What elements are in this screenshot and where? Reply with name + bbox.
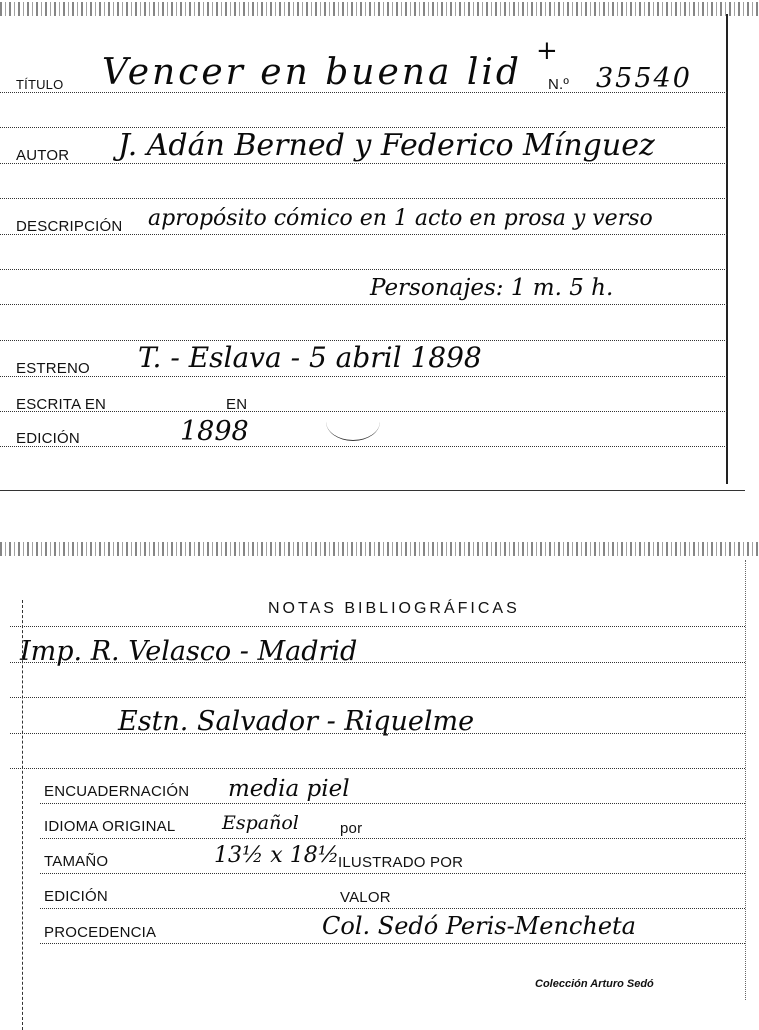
- titulo-label: TÍTULO: [16, 77, 64, 92]
- notas-title: NOTAS BIBLIOGRÁFICAS: [268, 600, 520, 617]
- descripcion-label: DESCRIPCIÓN: [16, 218, 123, 235]
- ruled-line: [40, 943, 745, 944]
- ruled-line: [0, 163, 727, 164]
- titulo-value: Vencer en buena lid: [102, 52, 522, 93]
- encuadernacion-label: ENCUADERNACIÓN: [44, 783, 190, 800]
- ruled-line: [0, 269, 727, 270]
- edicion-label: EDICIÓN: [16, 430, 80, 447]
- procedencia-label: PROCEDENCIA: [44, 924, 157, 941]
- ruled-line: [0, 446, 727, 447]
- tamano-label: TAMAÑO: [44, 853, 109, 870]
- nota-line-1: Imp. R. Velasco - Madrid: [20, 636, 358, 667]
- cross-mark: +: [536, 36, 558, 66]
- estreno-value: T. - Eslava - 5 abril 1898: [138, 341, 482, 374]
- collection-credit: Colección Arturo Sedó: [535, 978, 654, 990]
- tamano-value: 13½ x 18½: [214, 843, 340, 868]
- card-top-edge: [0, 542, 759, 556]
- estreno-label: ESTRENO: [16, 360, 90, 377]
- ruled-line: [0, 304, 727, 305]
- ruled-line: [10, 697, 745, 698]
- edicion-value: 1898: [180, 416, 249, 447]
- numero-label: N.º: [548, 76, 570, 93]
- ruled-line: [10, 768, 745, 769]
- ruled-line: [0, 376, 727, 377]
- encuadernacion-value: media piel: [228, 776, 350, 802]
- descripcion-value: apropósito cómico en 1 acto en prosa y verso: [148, 206, 653, 231]
- numero-value: 35540: [596, 63, 692, 94]
- edicion-label-bottom: EDICIÓN: [44, 888, 108, 905]
- valor-label: VALOR: [340, 889, 391, 906]
- ruled-line: [40, 873, 745, 874]
- ruled-line: [40, 908, 745, 909]
- card-right-border: [745, 560, 746, 1000]
- escrita-en-label: ESCRITA EN: [16, 396, 107, 413]
- ruled-line: [0, 198, 727, 199]
- nota-line-2: Estn. Salvador - Riquelme: [118, 706, 475, 737]
- card-bottom-border: [0, 490, 745, 491]
- card-top-edge: [0, 2, 759, 16]
- ruled-line: [40, 838, 745, 839]
- por-label: por: [340, 820, 363, 837]
- personajes-value: Personajes: 1 m. 5 h.: [370, 275, 614, 301]
- ilustrado-label: ILUSTRADO POR: [338, 854, 464, 871]
- autor-label: AUTOR: [16, 147, 70, 164]
- card-right-border: [726, 14, 728, 484]
- idioma-value: Español: [222, 812, 299, 834]
- ruled-line: [40, 803, 745, 804]
- ruled-line: [10, 626, 745, 627]
- idioma-label: IDIOMA ORIGINAL: [44, 818, 176, 835]
- autor-value: J. Adán Berned y Federico Mínguez: [118, 128, 655, 163]
- catalog-card-top: [0, 0, 759, 500]
- procedencia-value: Col. Sedó Peris-Mencheta: [322, 912, 636, 940]
- ink-smudge: [326, 402, 380, 441]
- en-label: EN: [226, 396, 248, 413]
